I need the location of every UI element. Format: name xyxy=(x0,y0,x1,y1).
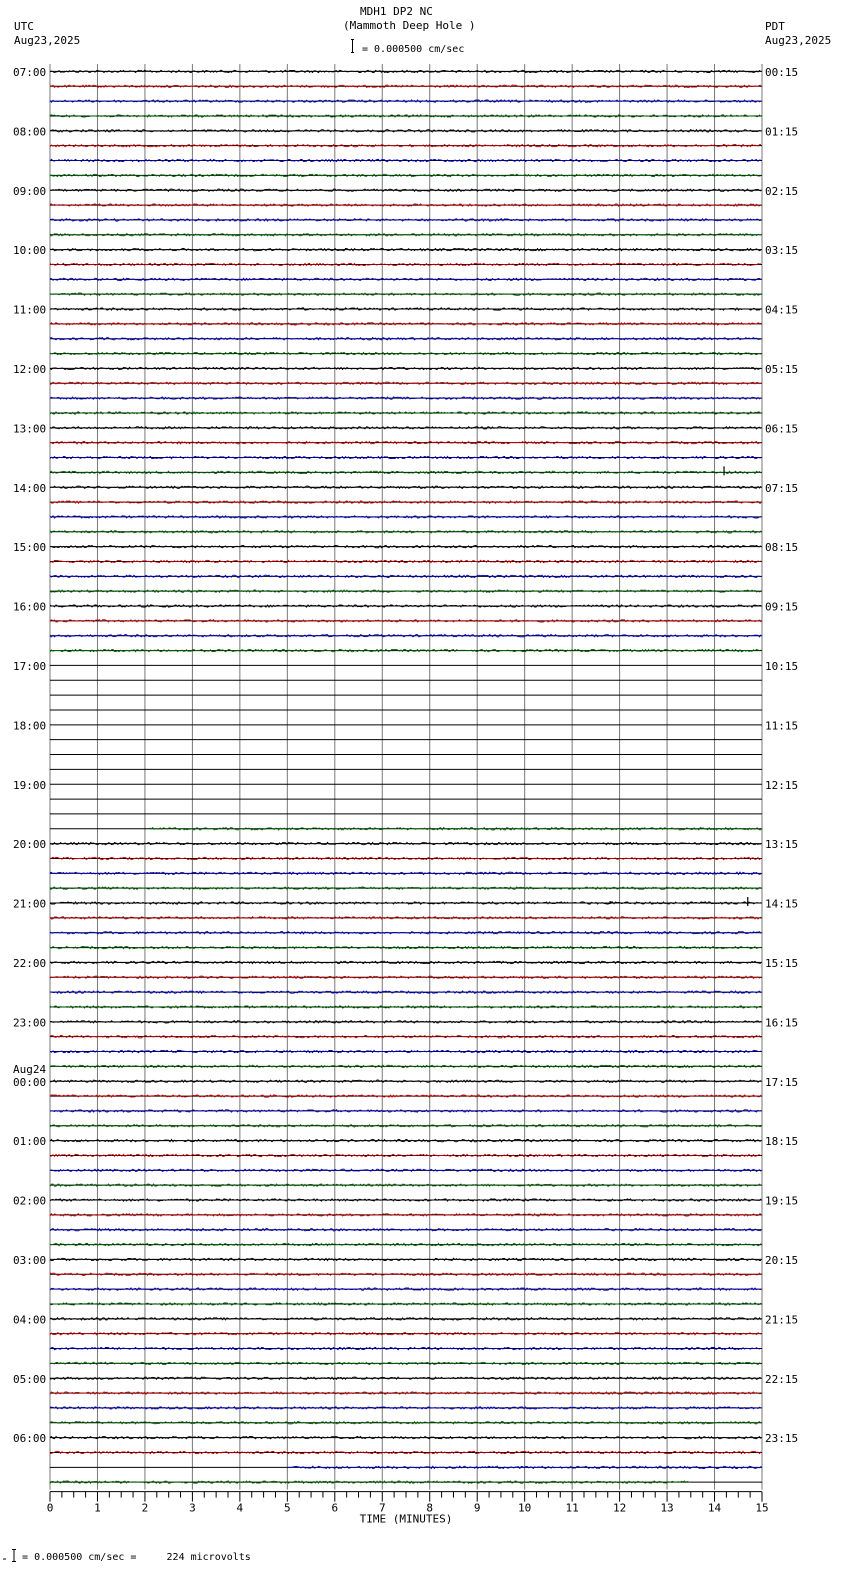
pdt-hour-label: 02:15 xyxy=(765,184,799,198)
utc-date: Aug23,2025 xyxy=(14,34,81,47)
utc-hour-label: 07:00 xyxy=(13,66,47,79)
utc-hour-label: 02:00 xyxy=(13,1194,47,1208)
pdt-hour-label: 07:15 xyxy=(765,481,799,495)
utc-label: UTC xyxy=(14,20,34,33)
x-tick-label: 12 xyxy=(612,1501,627,1515)
scale-label: = 0.000500 cm/sec xyxy=(362,44,465,55)
pdt-date: Aug23,2025 xyxy=(765,34,832,47)
utc-hour-label: 15:00 xyxy=(13,541,47,555)
seismic-trace xyxy=(50,427,761,429)
utc-hour-label: 03:00 xyxy=(13,1254,47,1267)
utc-hour-label: 06:00 xyxy=(13,1432,47,1446)
x-tick-label: 15 xyxy=(755,1501,769,1515)
pdt-hour-label: 20:15 xyxy=(765,1254,799,1267)
pdt-hour-label: 12:15 xyxy=(765,778,799,792)
x-tick-label: 5 xyxy=(284,1501,291,1515)
pdt-hour-label: 00:15 xyxy=(765,66,799,79)
x-tick-label: 11 xyxy=(565,1501,579,1515)
x-tick-label: 6 xyxy=(331,1501,339,1515)
seismic-trace xyxy=(50,887,761,889)
seismic-trace xyxy=(50,1362,761,1364)
pdt-hour-label: 15:15 xyxy=(765,957,799,970)
seismic-trace xyxy=(50,248,761,250)
utc-hour-label: 00:00 xyxy=(13,1075,47,1089)
utc-hour-label: 22:00 xyxy=(13,957,47,970)
pdt-hour-label: 19:15 xyxy=(765,1194,799,1208)
x-tick-label: 9 xyxy=(473,1501,481,1515)
x-tick-label: 7 xyxy=(378,1501,386,1515)
pdt-hour-label: 09:15 xyxy=(765,600,799,614)
pdt-hour-label: 05:15 xyxy=(765,363,799,376)
x-tick-label: 14 xyxy=(707,1501,722,1515)
utc-hour-label: 20:00 xyxy=(13,838,47,852)
utc-hour-label: 23:00 xyxy=(13,1016,47,1030)
utc-hour-label: 10:00 xyxy=(13,244,47,258)
seismic-trace xyxy=(50,1303,761,1305)
pdt-hour-label: 03:15 xyxy=(765,244,799,258)
x-tick-label: 10 xyxy=(518,1501,532,1515)
utc-hour-label: 05:00 xyxy=(13,1372,47,1386)
pdt-hour-label: 14:15 xyxy=(765,897,799,911)
x-tick-label: 2 xyxy=(141,1501,149,1515)
utc-hour-label: 09:00 xyxy=(13,184,47,198)
x-axis-title: TIME (MINUTES) xyxy=(359,1512,453,1526)
seismic-trace xyxy=(50,1214,761,1216)
station-location: (Mammoth Deep Hole ) xyxy=(343,19,476,32)
utc-hour-label: 17:00 xyxy=(13,660,47,673)
pdt-hour-label: 22:15 xyxy=(765,1372,799,1386)
pdt-hour-label: 21:15 xyxy=(765,1313,799,1327)
seismic-trace xyxy=(50,1050,761,1052)
pdt-hour-label: 06:15 xyxy=(765,422,799,436)
utc-hour-label: 04:00 xyxy=(13,1313,47,1327)
pdt-hour-label: 18:15 xyxy=(765,1135,799,1149)
utc-hour-label: 11:00 xyxy=(13,303,47,317)
pdt-hour-label: 01:15 xyxy=(765,125,799,139)
pdt-hour-label: 10:15 xyxy=(765,660,799,673)
seismic-trace xyxy=(50,263,761,265)
footer-scale-text: = 0.000500 cm/sec = 224 microvolts xyxy=(22,1552,251,1563)
utc-hour-label: 14:00 xyxy=(13,481,47,495)
pdt-hour-label: 11:15 xyxy=(765,719,799,733)
utc-hour-label: 12:00 xyxy=(13,363,47,376)
seismic-trace xyxy=(50,85,761,87)
station-title: MDH1 DP2 NC xyxy=(360,5,433,18)
x-tick-label: 3 xyxy=(189,1501,196,1515)
utc-hour-label: 18:00 xyxy=(13,719,47,733)
utc-hour-label: 21:00 xyxy=(13,897,47,911)
utc-hour-label: 01:00 xyxy=(13,1135,47,1149)
utc-hour-label: 16:00 xyxy=(13,600,47,614)
x-tick-label: 8 xyxy=(426,1501,434,1515)
footer-scale xyxy=(2,1549,251,1563)
pdt-hour-label: 23:15 xyxy=(765,1432,799,1446)
date-change-label: Aug24 xyxy=(13,1062,47,1076)
pdt-hour-label: 17:15 xyxy=(765,1075,799,1089)
pdt-hour-label: 16:15 xyxy=(765,1016,799,1030)
x-tick-label: 13 xyxy=(660,1501,674,1515)
utc-hour-label: 19:00 xyxy=(13,778,47,792)
pdt-label: PDT xyxy=(765,20,785,33)
x-tick-label: 0 xyxy=(46,1501,54,1515)
pdt-hour-label: 13:15 xyxy=(765,838,799,852)
seismic-trace xyxy=(150,828,762,830)
scale-bar-small-icon xyxy=(2,1549,16,1563)
pdt-hour-label: 04:15 xyxy=(765,303,799,317)
x-tick-label: 4 xyxy=(236,1501,244,1515)
utc-hour-label: 08:00 xyxy=(13,125,47,139)
x-tick-label: 1 xyxy=(94,1501,101,1515)
pdt-hour-label: 08:15 xyxy=(765,541,799,555)
utc-hour-label: 13:00 xyxy=(13,422,47,436)
